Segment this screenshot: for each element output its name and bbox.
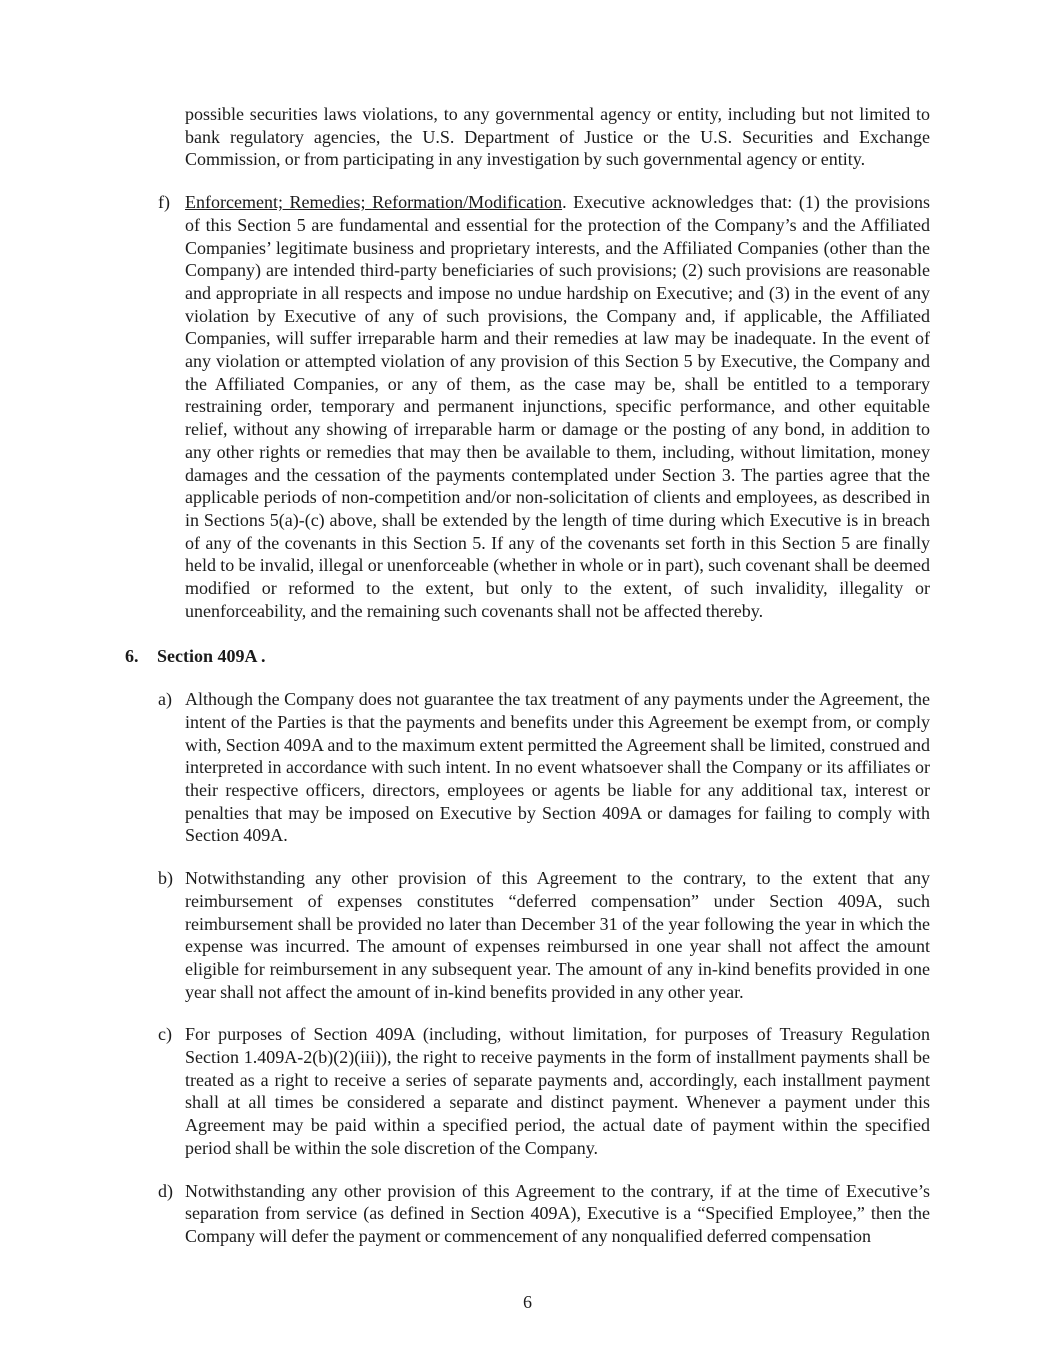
- document-body: [125, 103, 930, 1248]
- section-title: Section 409A .: [157, 646, 266, 667]
- item-c-text: For purposes of Section 409A (including, without limitation, for purposes of Treasury Regulation Section 1.409A-2(b)(2)(iii)), the right to receive payments in the form of installment payments shall be treated as a right to receive a series of separate payments and, accordingly, each installment payment shall at all times be considered a separate and distinct payment. Whenever a payment under this Agreement may be paid within a specified period, the actual date of payment within the specified period shall be within the sole discretion of the Company.: [185, 1024, 930, 1158]
- list-item-c: [158, 1023, 930, 1159]
- paragraph-continuation: possible securities laws violations, to any governmental agency or entity, including but not limited to bank regulatory agencies, the U.S. Department of Justice or the U.S. Securities and Exchange Commission, or from participating in any investigation by such governmental agency or entity.: [185, 104, 930, 170]
- section-heading-409a: [125, 645, 930, 668]
- item-d-text: Notwithstanding any other provision of this Agreement to the contrary, if at the time of Executive’s separation from service (as defined in Section 409A), Executive is a “Specified Employee,” then the Company will defer the payment or commencement of any nonqualified deferred compensation: [185, 1180, 930, 1246]
- clause-heading-enforcement: Enforcement; Remedies; Reformation/Modification: [185, 192, 563, 213]
- item-f-label: f): [158, 192, 170, 213]
- section-number: 6.: [125, 646, 139, 667]
- list-item-a: [158, 688, 930, 847]
- list-item-d: [158, 1180, 930, 1248]
- list-item-b: [158, 867, 930, 1003]
- item-c-label: c): [158, 1024, 172, 1045]
- page-number: 6: [523, 1292, 532, 1312]
- item-f-text: [185, 191, 930, 622]
- clause-body-enforcement: . Executive acknowledges that: (1) the provisions of this Section 5 are fundamental and essential for the protection of the Company’s and the Affiliated Companies’ legitimate business and proprietary interests, and the Affiliated Companies (other than the Company) are intended third-party beneficiaries of such provisions; (2) such provisions are reasonable and appropriate in all respects and impose no undue hardship on Executive; and (3) in the event of any violation by Executive of any of such provisions, the Company and, if applicable, the Affiliated Companies, will suffer irreparable harm and their remedies at law may be inadequate. In the event of any violation or attempted violation of any provision of this Section 5 by Executive, the Company and the Affiliated Companies, or any of them, as the case may be, shall be entitled to a temporary restraining order, temporary and permanent injunctions, specific performance, and other equitable relief, without any showing of irreparable harm or damage or the posting of any bond, in addition to any other rights or remedies that may then be available to them, including, without limitation, money damages and the cessation of the payments contemplated under Section 3. The parties agree that the applicable periods of non-competition and/or non-solicitation of clients and employees, as described in in Sections 5(a)-(c) above, shall be extended by the length of time during which Executive is in breach of any of the covenants in this Section 5. If any of the covenants set forth in this Section 5 are finally held to be invalid, illegal or unenforceable (whether in whole or in part), such covenant shall be deemed modified or reformed to the extent, but only to the extent, of such invalidity, illegality or unenforceability, and the remaining such covenants shall not be affected thereby.: [185, 192, 931, 621]
- item-a-label: a): [158, 689, 172, 710]
- item-b-text: Notwithstanding any other provision of this Agreement to the contrary, to the extent that any reimbursement of expenses constitutes “deferred compensation” under Section 409A, such reimbursement shall be provided no later than December 31 of the year following the year in which the expense was incurred. The amount of expenses reimbursed in one year shall not affect the amount eligible for reimbursement in any subsequent year. The amount of any in-kind benefits provided in one year shall not affect the amount of in-kind benefits provided in any other year.: [185, 868, 930, 1002]
- list-item-f: [158, 191, 930, 622]
- item-d-label: d): [158, 1180, 173, 1201]
- item-b-label: b): [158, 868, 173, 889]
- item-a-text: Although the Company does not guarantee the tax treatment of any payments under the Agreement, the intent of the Parties is that the payments and benefits under this Agreement be exempt from, or comply with, Section 409A and to the maximum extent permitted the Agreement shall be limited, construed and interpreted in accordance with such intent. In no event whatsoever shall the Company or its affiliates or their respective officers, directors, employees or agents be liable for any additional tax, interest or penalties that may be imposed on Executive by Section 409A or damages for failing to comply with Section 409A.: [185, 689, 930, 846]
